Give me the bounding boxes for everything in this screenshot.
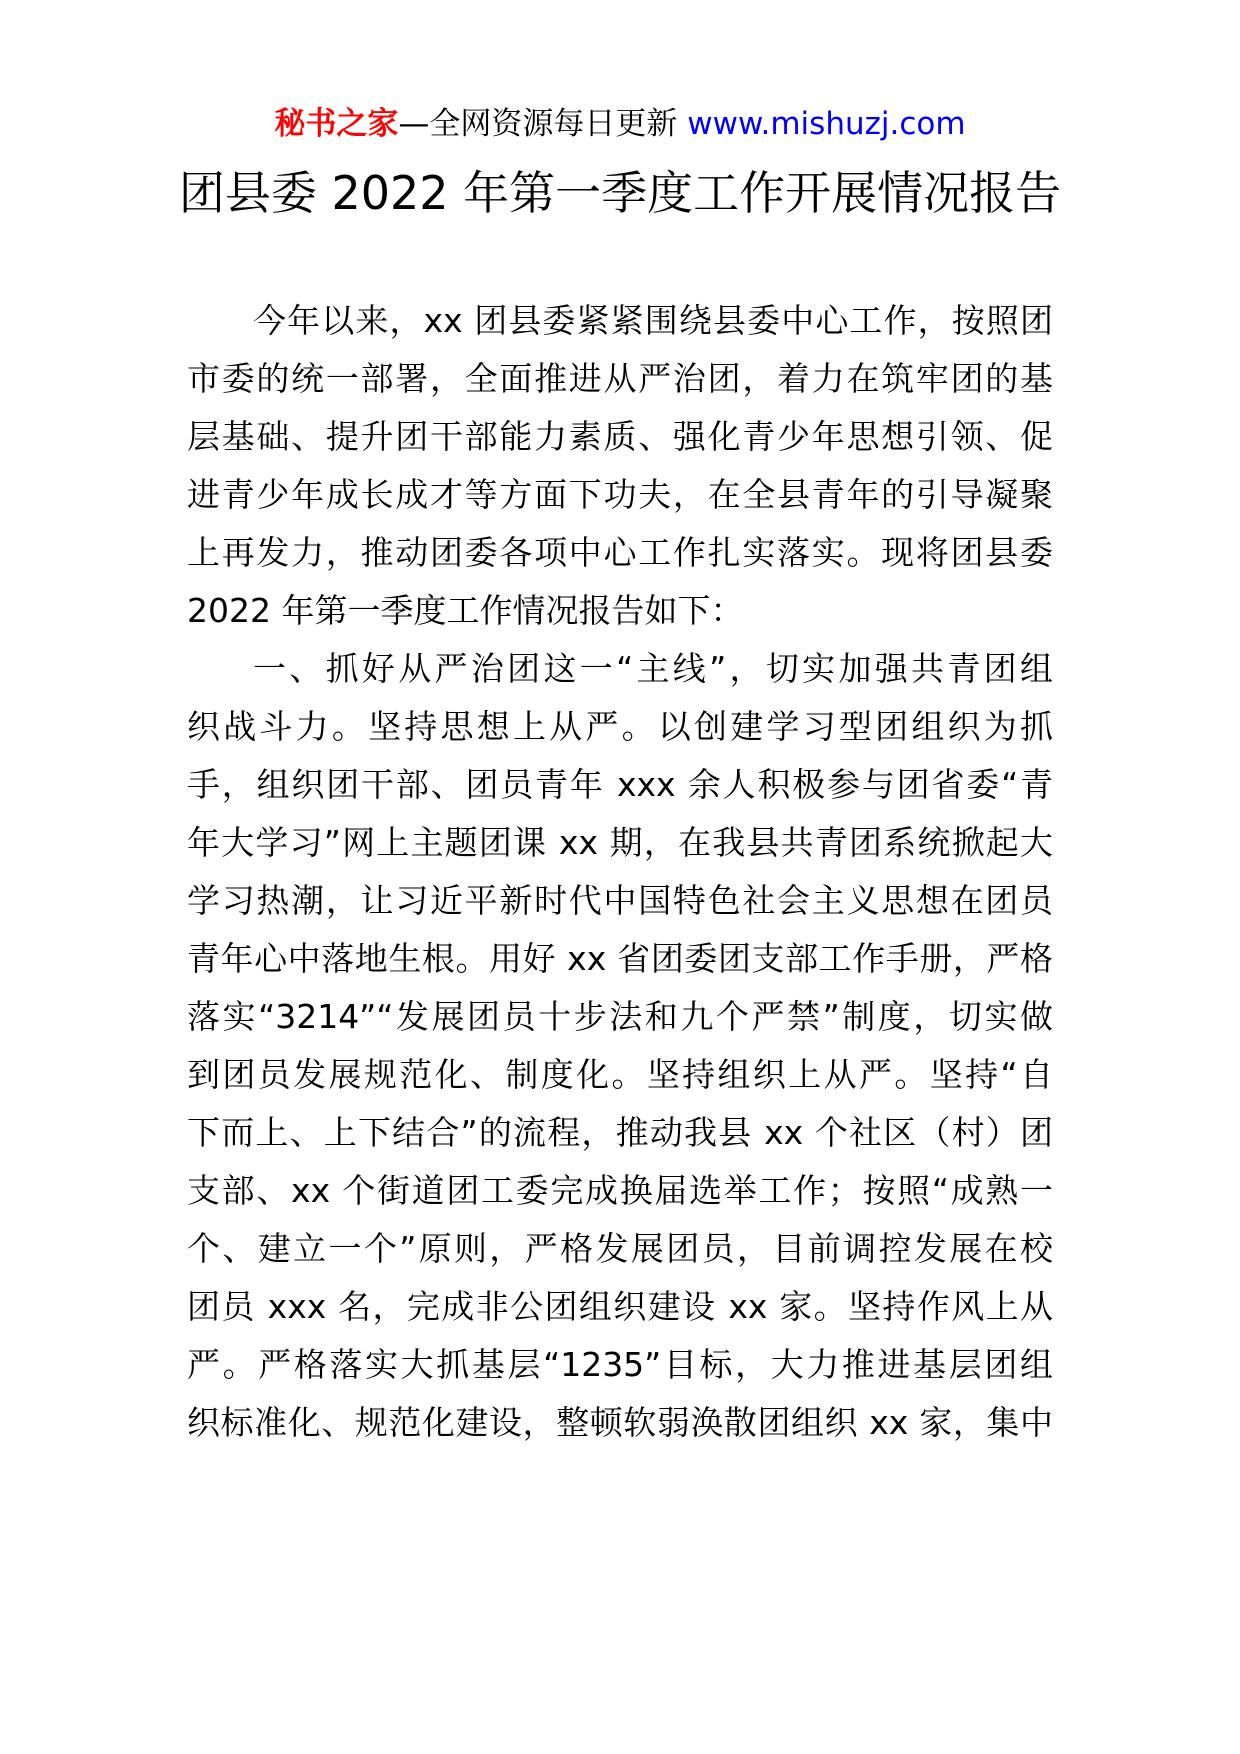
- paragraph-line: 手，组织团干部、团员青年 xxx 余人积极参与团省委“青: [187, 765, 1053, 804]
- paragraph-line: 年大学习”网上主题团课 xx 期，在我县共青团系统掀起大: [187, 823, 1053, 862]
- paragraph-line: 层基础、提升团干部能力素质、强化青少年思想引领、促: [187, 417, 1053, 456]
- paragraph-line: 市委的统一部署，全面推进从严治团，着力在筑牢团的基: [187, 359, 1053, 398]
- paragraph-line: 进青少年成长成才等方面下功夫，在全县青年的引导凝聚: [187, 475, 1053, 514]
- paragraph-line: 学习热潮，让习近平新时代中国特色社会主义思想在团员: [187, 881, 1053, 920]
- paragraph-line: 下而上、上下结合”的流程，推动我县 xx 个社区（村）团: [187, 1113, 1053, 1152]
- paragraph-line: 织标准化、规范化建设，整顿软弱涣散团组织 xx 家，集中: [187, 1403, 1053, 1442]
- document-title: 团县委 2022 年第一季度工作开展情况报告: [178, 166, 1062, 220]
- header-tagline: —全网资源每日更新: [398, 106, 678, 142]
- paragraph-line: 到团员发展规范化、制度化。坚持组织上从严。坚持“自: [187, 1055, 1053, 1094]
- paragraph-line: 上再发力，推动团委各项中心工作扎实落实。现将团县委: [187, 533, 1053, 572]
- paragraph-line: 青年心中落地生根。用好 xx 省团委团支部工作手册，严格: [187, 939, 1053, 978]
- site-url-link[interactable]: www.mishuzj.com: [687, 106, 966, 142]
- paragraph-line: 个、建立一个”原则，严格发展团员，目前调控发展在校: [187, 1229, 1053, 1268]
- paragraph-line: 严。严格落实大抓基层“1235”目标，大力推进基层团组: [187, 1345, 1053, 1384]
- brand-name: 秘书之家: [274, 106, 399, 142]
- paragraph-line: 支部、xx 个街道团工委完成换届选举工作；按照“成熟一: [187, 1171, 1053, 1210]
- paragraph-line: 今年以来，xx 团县委紧紧围绕县委中心工作，按照团: [253, 301, 1053, 340]
- site-header: [0, 104, 1240, 144]
- paragraph-line: 团员 xxx 名，完成非公团组织建设 xx 家。坚持作风上从: [187, 1287, 1053, 1326]
- paragraph-line: 落实“3214”“发展团员十步法和九个严禁”制度，切实做: [187, 997, 1053, 1036]
- section-heading-line: 一、抓好从严治团这一“主线”，切实加强共青团组: [253, 649, 1053, 688]
- paragraph-line: 织战斗力。坚持思想上从严。以创建学习型团组织为抓: [187, 707, 1053, 746]
- paragraph-line: 2022 年第一季度工作情况报告如下：: [187, 591, 744, 630]
